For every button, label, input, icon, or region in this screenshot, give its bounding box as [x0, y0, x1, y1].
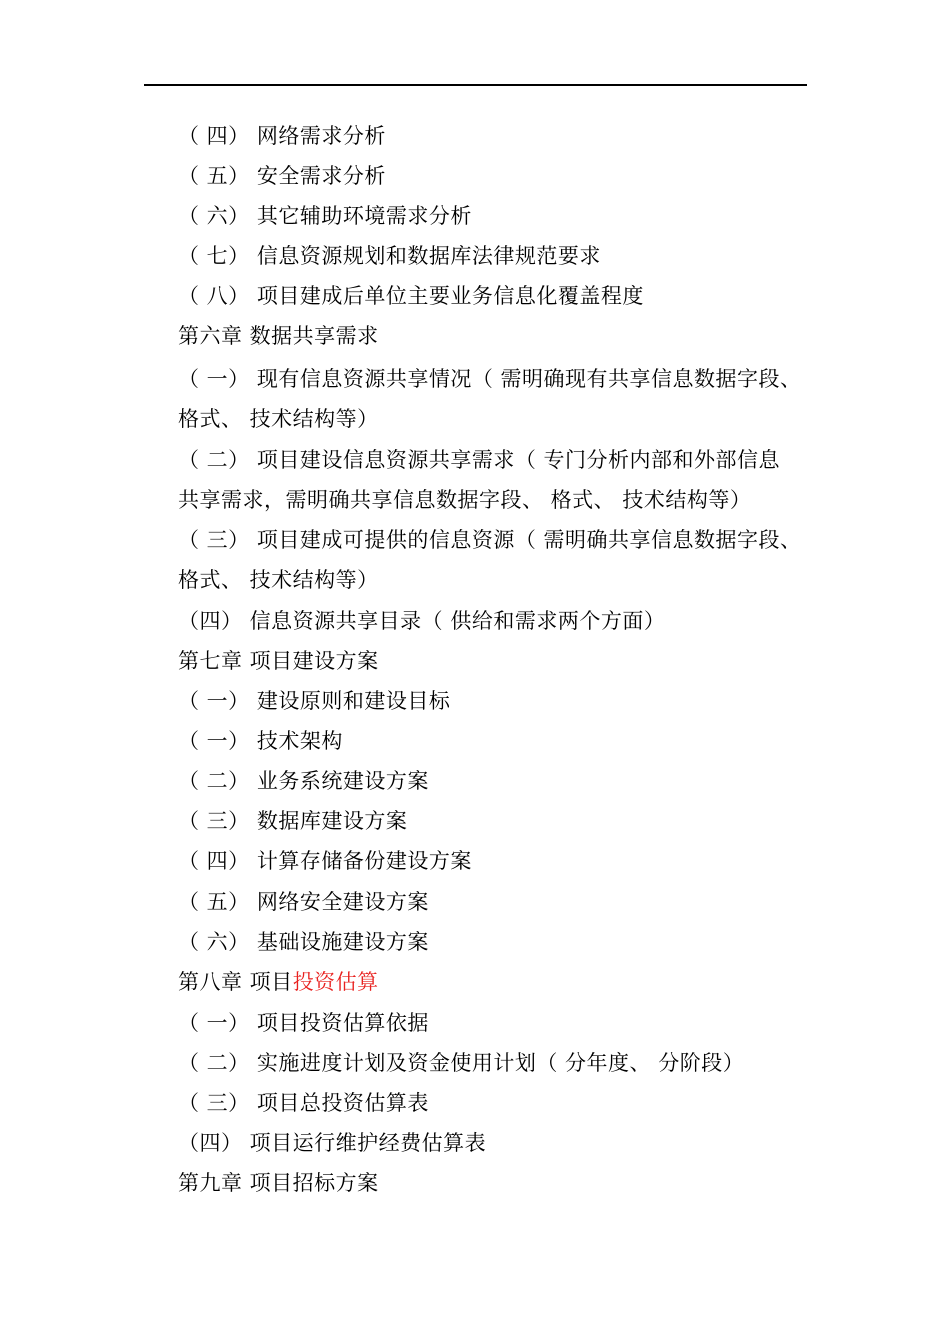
- toc-line-continuation: 格式、 技术结构等）: [178, 568, 379, 592]
- toc-line: （ 二） 实施进度计划及资金使用计划（ 分年度、 分阶段）: [178, 1051, 745, 1075]
- header-rule: [144, 84, 807, 86]
- toc-line: （ 五） 网络安全建设方案: [178, 890, 429, 914]
- toc-line: （ 三） 项目建成可提供的信息资源（ 需明确共享信息数据字段、: [178, 528, 802, 552]
- toc-line: （ 六） 其它辅助环境需求分析: [178, 204, 472, 228]
- toc-line: （ 七） 信息资源规划和数据库法律规范要求: [178, 244, 601, 268]
- toc-line: （ 二） 业务系统建设方案: [178, 769, 429, 793]
- toc-line: （ 八） 项目建成后单位主要业务信息化覆盖程度: [178, 284, 644, 308]
- toc-line: （ 四） 计算存储备份建设方案: [178, 849, 472, 873]
- chapter-heading-highlight: 投资估算: [292, 970, 379, 994]
- toc-line: （ 三） 数据库建设方案: [178, 809, 408, 833]
- chapter-heading: 第六章 数据共享需求: [178, 324, 379, 348]
- toc-line: （ 三） 项目总投资估算表: [178, 1091, 429, 1115]
- toc-line-continuation: 共享需求，需明确共享信息数据字段、 格式、 技术结构等）: [178, 488, 752, 512]
- toc-line: （ 六） 基础设施建设方案: [178, 930, 429, 954]
- toc-line: （ 五） 安全需求分析: [178, 164, 386, 188]
- toc-line: （ 一） 建设原则和建设目标: [178, 689, 451, 713]
- chapter-heading: [178, 968, 379, 996]
- toc-line: （ 一） 技术架构: [178, 729, 343, 753]
- chapter-heading: 第七章 项目建设方案: [178, 649, 379, 673]
- toc-line: （ 一） 现有信息资源共享情况（ 需明确现有共享信息数据字段、: [178, 367, 802, 391]
- toc-line: （四） 项目运行维护经费估算表: [178, 1131, 487, 1155]
- toc-line-continuation: 格式、 技术结构等）: [178, 407, 379, 431]
- chapter-heading: 第九章 项目招标方案: [178, 1171, 379, 1195]
- toc-line: （ 一） 项目投资估算依据: [178, 1011, 429, 1035]
- toc-line: （ 四） 网络需求分析: [178, 124, 386, 148]
- toc-line: （ 二） 项目建设信息资源共享需求（ 专门分析内部和外部信息: [178, 448, 781, 472]
- chapter-heading-prefix: 第八章 项目: [178, 970, 293, 994]
- toc-line: （四） 信息资源共享目录（ 供给和需求两个方面）: [178, 609, 666, 633]
